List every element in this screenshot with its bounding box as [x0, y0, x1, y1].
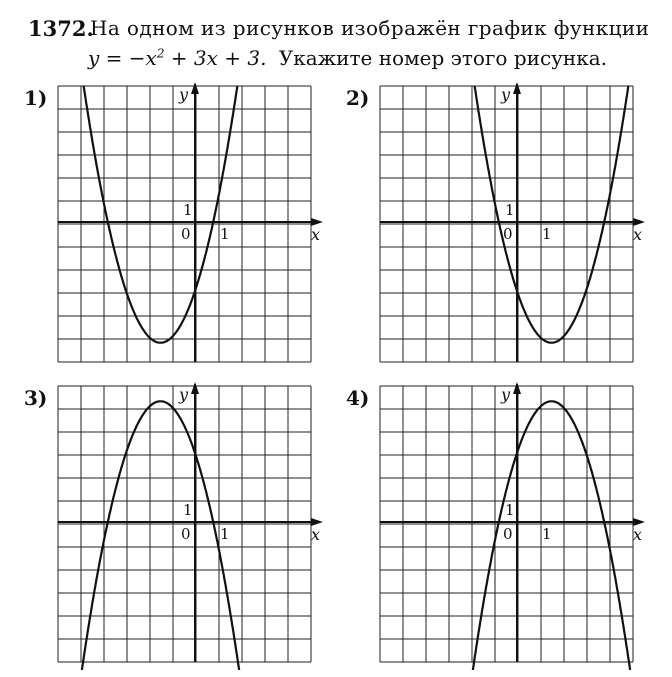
parabola-curve — [80, 0, 333, 343]
panel-label-4: 4) — [346, 386, 370, 410]
x-tick-label: 1 — [542, 225, 552, 243]
x-axis-label: x — [633, 225, 643, 244]
graph-1 — [58, 0, 333, 362]
origin-label: 0 — [503, 525, 513, 543]
panel-label-3: 3) — [24, 386, 48, 410]
panel-label-1: 1) — [24, 86, 48, 110]
x-axis-label: x — [633, 525, 643, 544]
panel-label-2: 2) — [346, 86, 370, 110]
x-axis-label: x — [311, 525, 321, 544]
parabola-curve — [402, 401, 655, 677]
y-axis-arrow — [191, 82, 199, 94]
y-axis-label: y — [501, 85, 511, 104]
function-formula: $y = -x^2 + 3x + 3$. — [88, 46, 267, 70]
y-tick-label: 1 — [505, 501, 515, 519]
grid-1 — [58, 86, 311, 362]
y-tick-label: 1 — [183, 201, 193, 219]
x-tick-label: 1 — [220, 525, 230, 543]
y-axis-arrow — [513, 82, 521, 94]
parabola-curve — [402, 0, 655, 343]
x-axis-label: x — [311, 225, 321, 244]
x-tick-label: 1 — [220, 225, 230, 243]
y-tick-label: 1 — [183, 501, 193, 519]
problem-text-line1: На одном из рисунков изображён график функции — [90, 16, 650, 40]
grid-2 — [380, 86, 633, 362]
origin-label: 0 — [503, 225, 513, 243]
origin-label: 0 — [181, 225, 191, 243]
y-axis-arrow — [513, 382, 521, 394]
graph-2 — [380, 0, 655, 362]
y-axis-label: y — [501, 385, 511, 404]
y-axis-label: y — [179, 385, 189, 404]
origin-label: 0 — [181, 525, 191, 543]
y-axis-label: y — [179, 85, 189, 104]
x-tick-label: 1 — [542, 525, 552, 543]
parabola-curve — [80, 401, 333, 677]
y-tick-label: 1 — [505, 201, 515, 219]
problem-number: 1372. — [28, 16, 94, 41]
grid-4 — [380, 386, 633, 662]
y-axis-arrow — [191, 382, 199, 394]
graph-4 — [380, 382, 655, 677]
graph-3 — [58, 382, 333, 677]
problem-question: Укажите номер этого рисунка. — [278, 46, 608, 70]
